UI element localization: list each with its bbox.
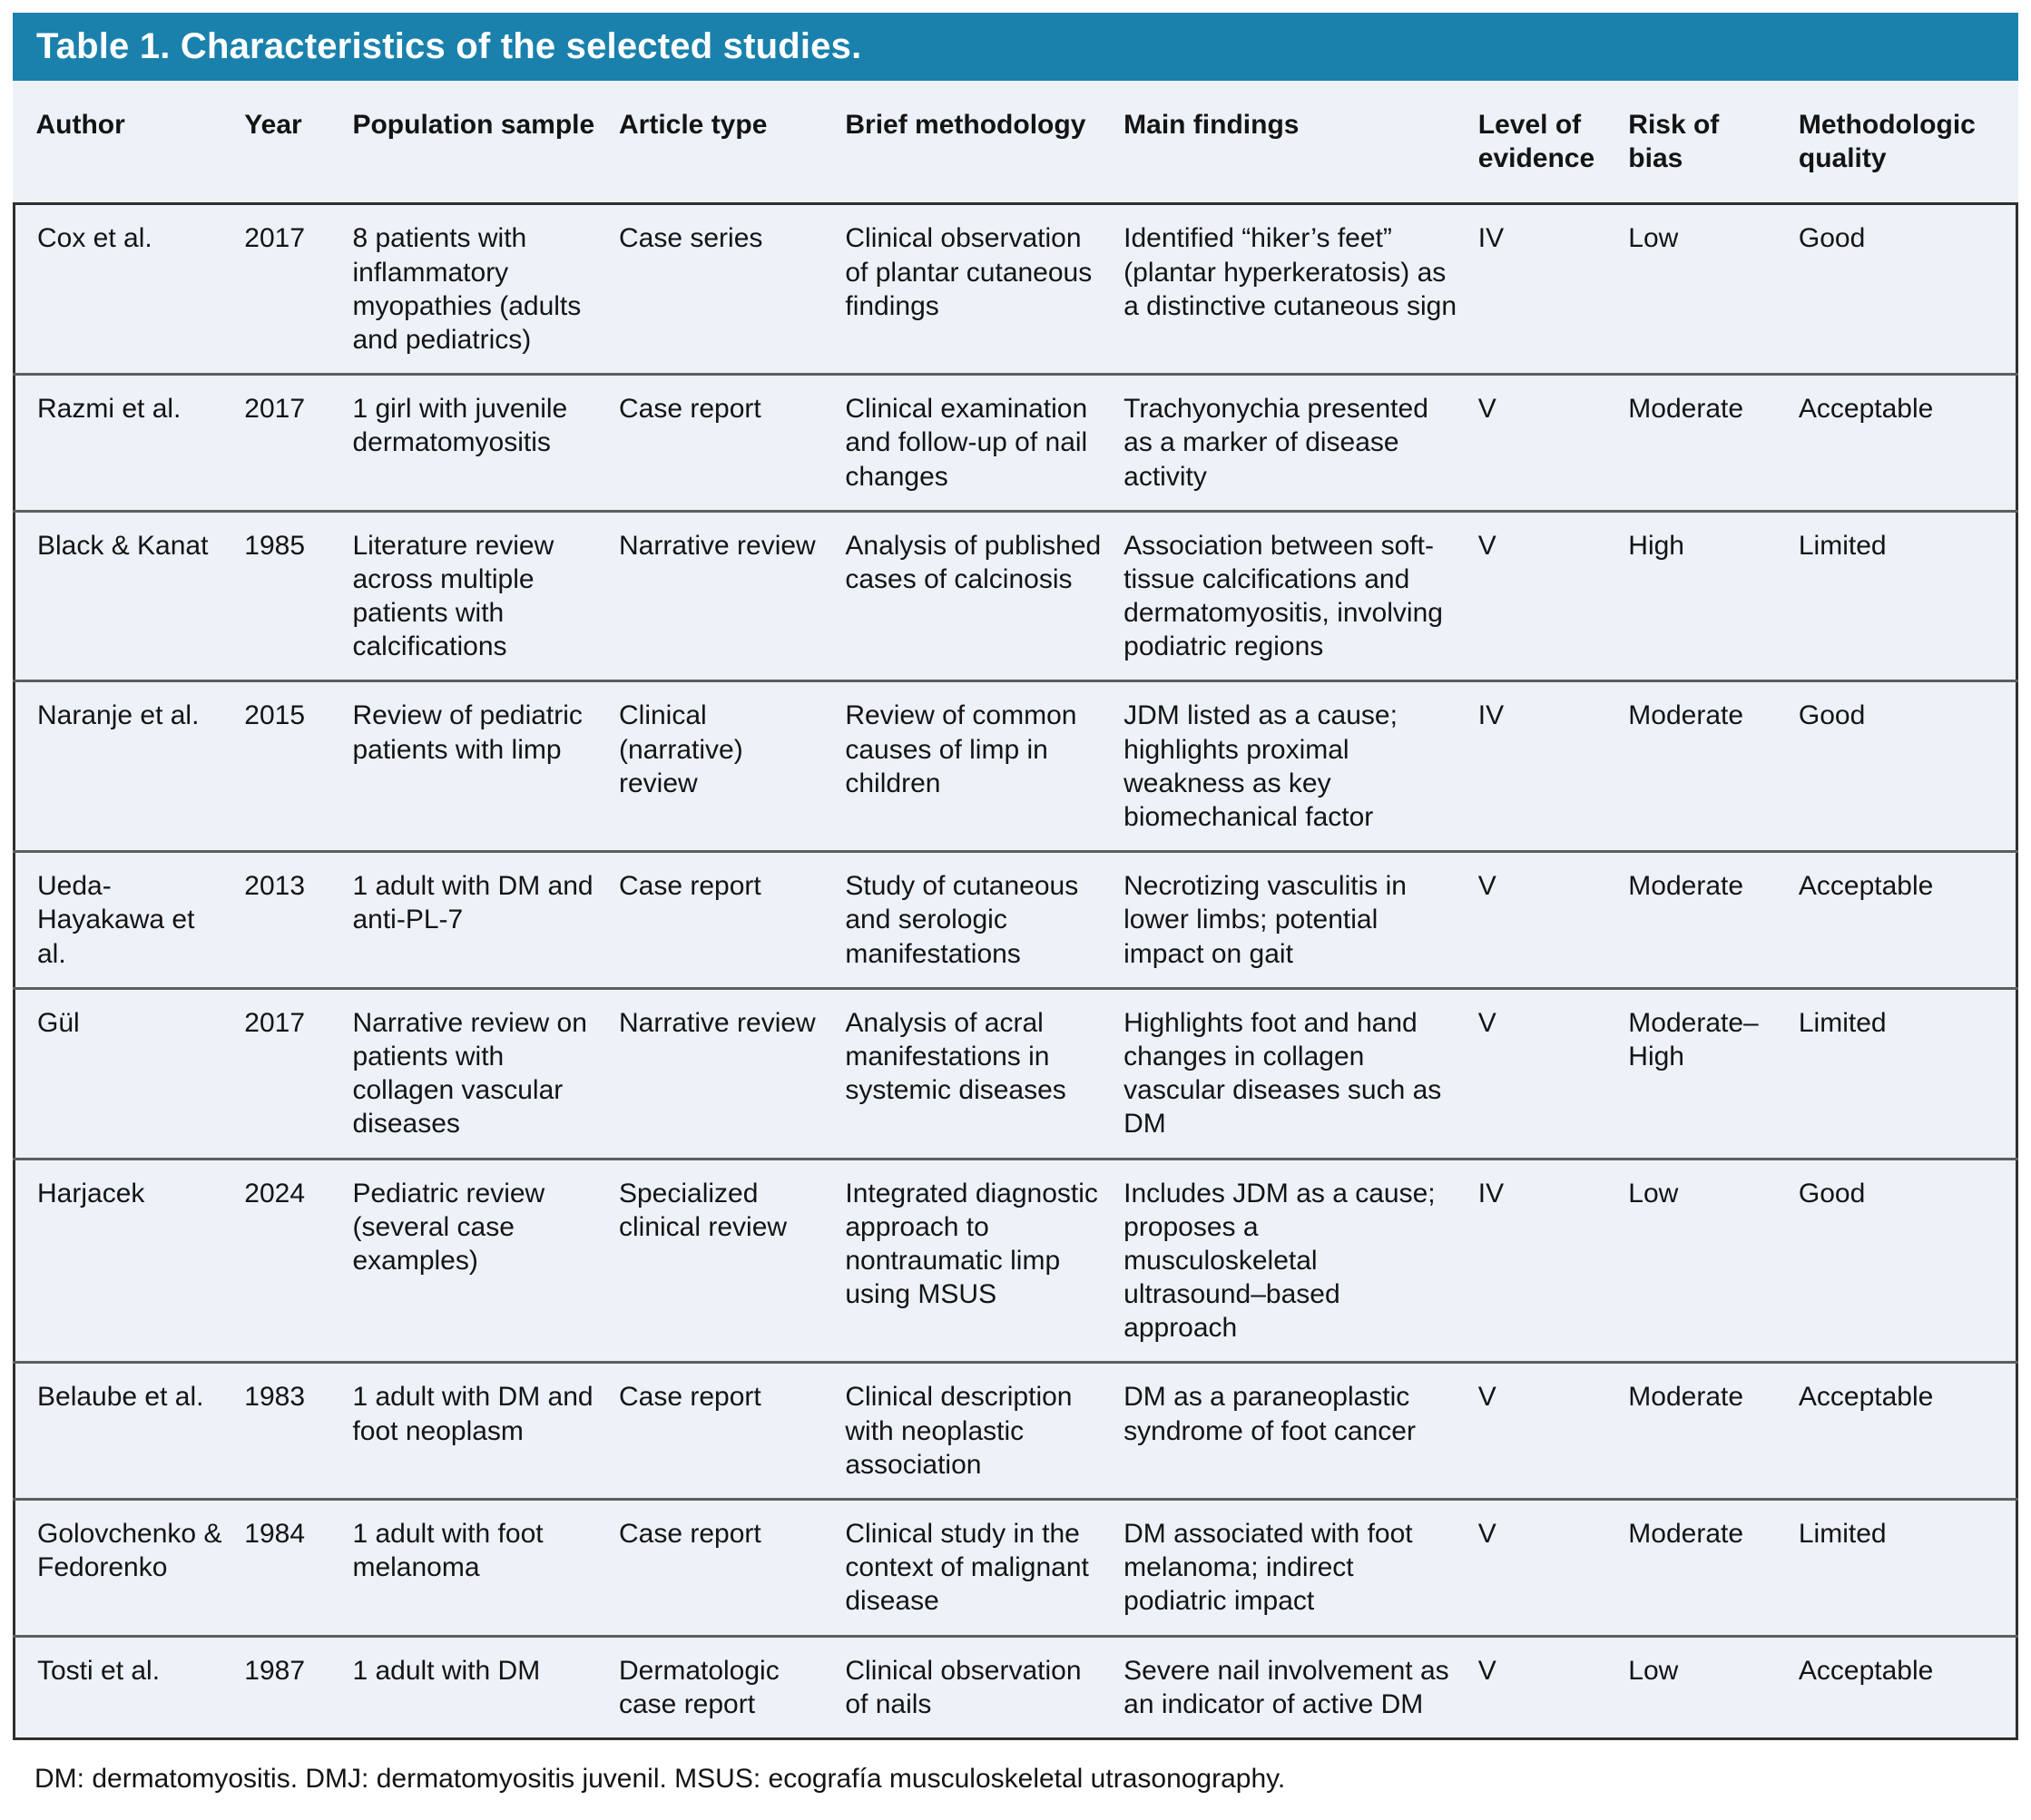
table-cell-population-sample: 1 adult with DM — [352, 1655, 541, 1686]
column-header-author: Author — [35, 110, 125, 140]
table-cell-risk-of-bias: Moderate — [1628, 1519, 1744, 1549]
table-cell-author: Gül — [37, 1007, 80, 1038]
table-cell-year: 2017 — [244, 223, 306, 254]
table-cell-level-of-evidence: V — [1477, 530, 1496, 561]
studies-table-body — [15, 204, 2017, 1739]
table-cell-main-findings: Severe nail involvement as an indicator of active DM — [1123, 1655, 1449, 1719]
table-cell-main-findings: Identified “hiker’s feet” (plantar hyperkeratosis) as a distinctive cutaneous sign — [1123, 223, 1457, 321]
table-cell-brief-methodology: Analysis of published cases of calcinosis — [845, 530, 1102, 594]
table-cell-year: 1984 — [244, 1519, 306, 1549]
table-cell-year: 2017 — [244, 394, 306, 425]
table-cell-author: Black & Kanat — [37, 530, 209, 561]
table-cell-brief-methodology: Integrated diagnostic approach to nontraumatic limp using MSUS — [845, 1178, 1098, 1310]
table-cell-brief-methodology: Clinical examination and follow-up of nail changes — [845, 394, 1088, 492]
table-cell-risk-of-bias: Low — [1628, 1178, 1679, 1208]
table-cell-author: Tosti et al. — [37, 1655, 161, 1686]
table-cell-level-of-evidence: IV — [1477, 223, 1505, 254]
table-cell-methodologic-quality: Good — [1798, 223, 1866, 254]
table-cell-main-findings: Includes JDM as a cause; proposes a musculoskeletal ultrasound–based approach — [1123, 1178, 1436, 1344]
table-cell-risk-of-bias: Moderate–High — [1628, 1007, 1759, 1071]
table-cell-author: Razmi et al. — [37, 394, 182, 425]
table-cell-population-sample: Literature review across multiple patients with calcifications — [352, 530, 554, 662]
table-cell-risk-of-bias: Low — [1628, 223, 1679, 254]
table-cell-level-of-evidence: IV — [1477, 1178, 1505, 1208]
table-cell-level-of-evidence: V — [1477, 1655, 1496, 1686]
table-cell-risk-of-bias: Moderate — [1628, 871, 1744, 902]
table-header — [15, 81, 2017, 204]
table-cell-article-type: Case series — [618, 223, 763, 254]
table-cell-year: 1983 — [244, 1382, 306, 1413]
column-header-main-findings: Main findings — [1123, 110, 1300, 140]
table-cell-author: Belaube et al. — [37, 1382, 204, 1413]
header-row — [15, 81, 2017, 204]
column-header-methodologic-quality: Methodologic quality — [1798, 110, 1976, 174]
table-cell-methodologic-quality: Acceptable — [1798, 1655, 1934, 1686]
table-cell-article-type: Narrative review — [618, 530, 816, 561]
table-row — [15, 681, 2017, 852]
table-cell-methodologic-quality: Limited — [1798, 530, 1887, 561]
table-cell-article-type: Case report — [618, 394, 761, 425]
table-cell-methodologic-quality: Acceptable — [1798, 871, 1934, 902]
table-cell-population-sample: Pediatric review (several case examples) — [352, 1178, 545, 1276]
table-cell-main-findings: DM as a paraneoplastic syndrome of foot cancer — [1123, 1382, 1416, 1446]
table-cell-article-type: Dermatologic case report — [618, 1655, 780, 1719]
table-cell-risk-of-bias: High — [1628, 530, 1684, 561]
table-cell-year: 1985 — [244, 530, 306, 561]
table-cell-methodologic-quality: Limited — [1798, 1519, 1887, 1549]
table-cell-author: Golovchenko & Fedorenko — [37, 1519, 222, 1583]
table-cell-brief-methodology: Clinical study in the context of malignant disease — [845, 1519, 1089, 1617]
table-cell-article-type: Narrative review — [618, 1007, 816, 1038]
table-cell-article-type: Specialized clinical review — [618, 1178, 788, 1242]
table-figure — [13, 13, 2018, 1820]
table-cell-level-of-evidence: V — [1477, 1007, 1496, 1038]
table-cell-population-sample: Review of pediatric patients with limp — [352, 700, 583, 765]
table-cell-risk-of-bias: Moderate — [1628, 394, 1744, 425]
table-cell-main-findings: Necrotizing vasculitis in lower limbs; potential impact on gait — [1123, 871, 1407, 969]
table-row — [15, 511, 2017, 681]
table-cell-year: 2017 — [244, 1007, 306, 1038]
column-header-article-type: Article type — [618, 110, 768, 140]
table-cell-year: 2015 — [244, 700, 306, 731]
studies-table — [13, 81, 2018, 1740]
table-cell-risk-of-bias: Moderate — [1628, 1382, 1744, 1413]
table-cell-brief-methodology: Clinical observation of nails — [845, 1655, 1082, 1719]
column-header-population-sample: Population sample — [352, 110, 595, 140]
column-header-risk-of-bias: Risk of bias — [1628, 110, 1720, 174]
table-cell-level-of-evidence: V — [1477, 394, 1496, 425]
table-cell-author: Naranje et al. — [37, 700, 200, 731]
table-cell-population-sample: 1 girl with juvenile dermatomyositis — [352, 394, 568, 458]
table-cell-risk-of-bias: Low — [1628, 1655, 1679, 1686]
table-cell-main-findings: JDM listed as a cause; highlights proximal weakness as key biomechanical factor — [1123, 700, 1398, 832]
table-cell-population-sample: 1 adult with DM and anti-PL-7 — [352, 871, 594, 935]
table-row — [15, 204, 2017, 375]
table-cell-main-findings: Trachyonychia presented as a marker of disease activity — [1123, 394, 1428, 492]
table-cell-methodologic-quality: Good — [1798, 1178, 1866, 1208]
table-cell-year: 1987 — [244, 1655, 306, 1686]
table-cell-brief-methodology: Analysis of acral manifestations in systemic diseases — [845, 1007, 1066, 1106]
column-header-level-of-evidence: Level of evidence — [1477, 110, 1595, 174]
table-cell-author: Cox et al. — [37, 223, 152, 254]
table-cell-author: Ueda-Hayakawa et al. — [37, 871, 195, 969]
table-cell-article-type: Case report — [618, 871, 761, 902]
table-cell-risk-of-bias: Moderate — [1628, 700, 1744, 731]
table-cell-population-sample: Narrative review on patients with collagen vascular diseases — [352, 1007, 587, 1140]
table-cell-year: 2013 — [244, 871, 306, 902]
table-row — [15, 1159, 2017, 1363]
table-cell-year: 2024 — [244, 1178, 306, 1208]
table-cell-main-findings: Association between soft-tissue calcifications and dermatomyositis, involving podiatric regions — [1123, 530, 1443, 662]
table-title-bar — [13, 13, 2018, 81]
table-cell-brief-methodology: Study of cutaneous and serologic manifestations — [845, 871, 1079, 969]
table-cell-brief-methodology: Review of common causes of limp in children — [845, 700, 1077, 798]
table-cell-brief-methodology: Clinical description with neoplastic association — [845, 1382, 1073, 1480]
table-cell-article-type: Clinical (narrative) review — [618, 700, 743, 798]
table-cell-level-of-evidence: IV — [1477, 700, 1505, 731]
table-cell-level-of-evidence: V — [1477, 1382, 1496, 1413]
table-row — [15, 1636, 2017, 1738]
table-cell-population-sample: 8 patients with inflammatory myopathies (adults and pediatrics) — [352, 223, 582, 355]
table-row — [15, 852, 2017, 989]
table-row — [15, 1363, 2017, 1500]
table-cell-methodologic-quality: Good — [1798, 700, 1866, 731]
table-cell-brief-methodology: Clinical observation of plantar cutaneous findings — [845, 223, 1093, 321]
table-cell-methodologic-quality: Acceptable — [1798, 394, 1934, 425]
table-cell-population-sample: 1 adult with DM and foot neoplasm — [352, 1382, 594, 1446]
table-cell-author: Harjacek — [37, 1178, 145, 1208]
table-title: Table 1. Characteristics of the selected studies. — [36, 26, 862, 66]
table-cell-level-of-evidence: V — [1477, 1519, 1496, 1549]
column-header-brief-methodology: Brief methodology — [845, 110, 1086, 140]
table-row — [15, 375, 2017, 512]
table-row — [15, 1500, 2017, 1637]
column-header-year: Year — [244, 110, 302, 140]
table-cell-level-of-evidence: V — [1477, 871, 1496, 902]
table-row — [15, 988, 2017, 1159]
table-cell-population-sample: 1 adult with foot melanoma — [352, 1519, 544, 1583]
table-cell-main-findings: DM associated with foot melanoma; indirect podiatric impact — [1123, 1519, 1413, 1617]
abbreviations-footnote: DM: dermatomyositis. DMJ: dermatomyositis juvenil. MSUS: ecografía musculoskeletal utrasonography. — [13, 1740, 2018, 1820]
table-cell-article-type: Case report — [618, 1519, 761, 1549]
table-cell-methodologic-quality: Limited — [1798, 1007, 1887, 1038]
table-cell-article-type: Case report — [618, 1382, 761, 1413]
table-cell-methodologic-quality: Acceptable — [1798, 1382, 1934, 1413]
table-cell-main-findings: Highlights foot and hand changes in collagen vascular diseases such as DM — [1123, 1007, 1442, 1140]
